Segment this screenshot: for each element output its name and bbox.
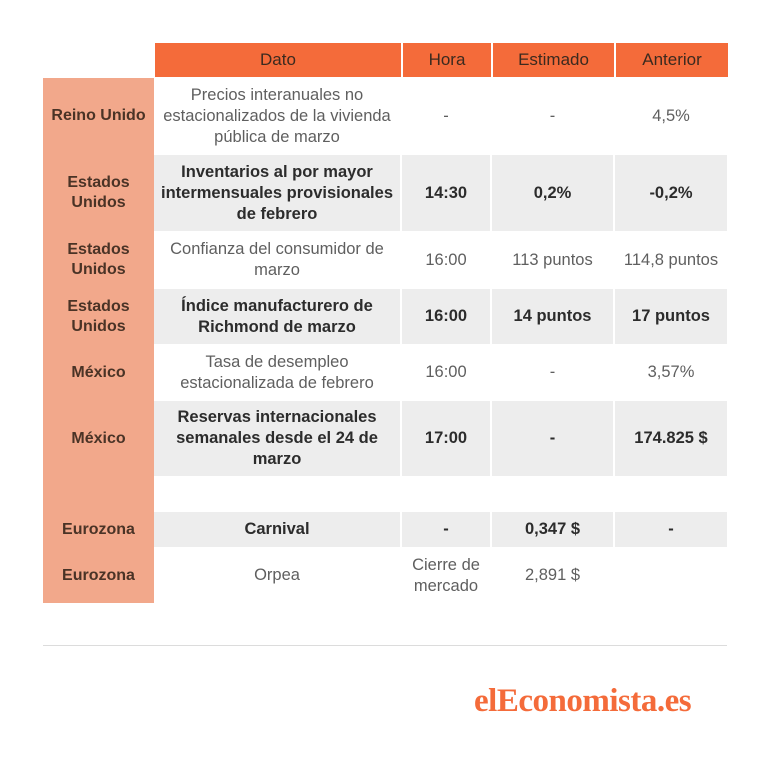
row-country: Estados Unidos — [67, 297, 130, 335]
row-anterior: 17 puntos — [615, 289, 727, 344]
row-dato: Reservas internacionales semanales desde el 24 de marzo — [154, 401, 402, 476]
row-dato: Carnival — [154, 512, 402, 547]
table-spacer — [155, 476, 727, 512]
row-hora: - — [402, 78, 492, 154]
header-hora: Hora — [403, 43, 493, 77]
row-anterior — [615, 548, 727, 603]
eleconomista-logo: elEconomista.es — [474, 683, 692, 719]
row-estimado: 0,2% — [492, 155, 615, 231]
row-dato: Inventarios al por mayor intermensuales provisionales de febrero — [154, 155, 402, 231]
row-hora: 17:00 — [402, 401, 492, 476]
row-dato: Tasa de desempleo estacionalizada de febrero — [154, 345, 402, 400]
table-row — [43, 345, 727, 400]
row-anterior: -0,2% — [615, 155, 727, 231]
row-hora: Cierre de mercado — [402, 548, 492, 603]
row-estimado: 14 puntos — [492, 289, 615, 344]
row-country: Reino Unido — [51, 107, 146, 124]
row-country: México — [71, 363, 126, 381]
row-estimado: 0,347 $ — [492, 512, 615, 547]
row-country: Estados Unidos — [67, 241, 130, 278]
row-estimado: - — [492, 345, 615, 400]
row-anterior: 4,5% — [652, 106, 690, 125]
row-dato: Índice manufacturero de Richmond de marzo — [154, 289, 402, 344]
divider — [43, 645, 727, 646]
table-row — [43, 548, 727, 603]
row-anterior: 3,57% — [647, 363, 695, 381]
row-dato: Confianza del consumidor de marzo — [154, 232, 402, 288]
row-estimado: - — [492, 78, 615, 154]
row-hora: 16:00 — [402, 232, 492, 288]
row-hora: 16:00 — [402, 289, 492, 344]
table-row — [43, 232, 727, 288]
row-dato: Precios interanuales no estacionalizados de la vivienda pública de marzo — [154, 78, 402, 154]
header-dato: Dato — [155, 43, 403, 77]
table-row — [43, 401, 727, 476]
row-country: Eurozona — [62, 566, 135, 584]
row-anterior: 114,8 puntos — [623, 250, 719, 269]
row-hora: 14:30 — [402, 155, 492, 231]
row-estimado: 2,891 $ — [492, 548, 615, 603]
header-anterior: Anterior — [616, 43, 728, 77]
table-row — [43, 289, 727, 344]
row-anterior: 174.825 $ — [615, 401, 727, 476]
header-estimado: Estimado — [493, 43, 616, 77]
table-row — [43, 512, 727, 547]
row-country: Estados Unidos — [67, 174, 130, 211]
row-estimado: - — [492, 401, 615, 476]
table-row — [43, 155, 727, 231]
table-header — [155, 43, 728, 77]
row-anterior: - — [615, 512, 727, 547]
row-dato: Orpea — [154, 548, 402, 603]
row-hora: - — [402, 512, 492, 547]
table-row — [43, 78, 727, 154]
row-country: México — [71, 429, 126, 447]
row-country: Eurozona — [62, 520, 135, 538]
row-hora: 16:00 — [402, 345, 492, 400]
row-estimado: 113 puntos — [492, 232, 615, 288]
